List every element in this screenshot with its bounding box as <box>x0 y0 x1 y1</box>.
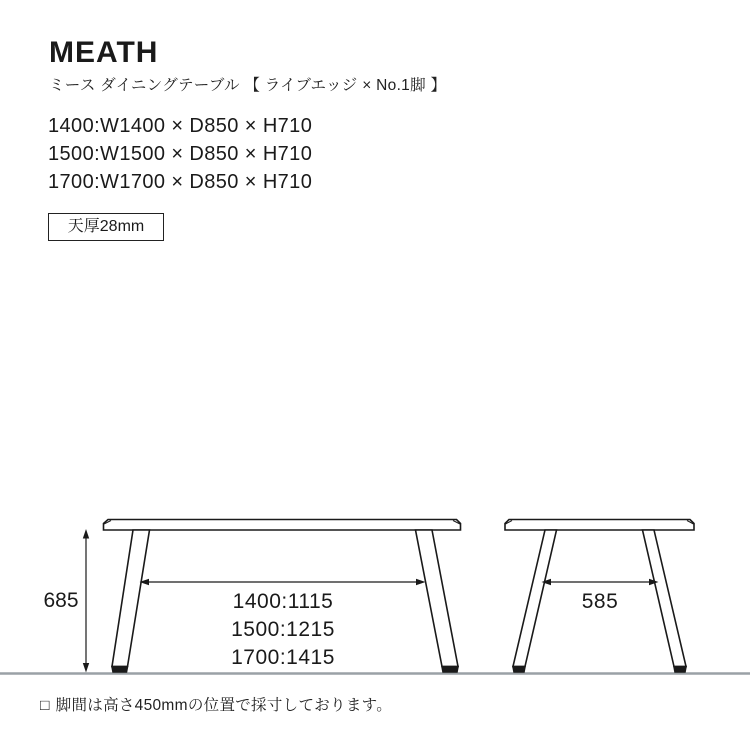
size-list-item: 1400:W1400 × D850 × H710 <box>48 115 313 137</box>
front-height-dimension <box>83 529 89 673</box>
front-height-label: 685 <box>43 589 79 612</box>
arrowhead-right <box>416 579 426 585</box>
side-span-dimension <box>542 579 659 585</box>
product-subtitle: ミース ダイニングテーブル 【 ライブエッジ × No.1脚 】 <box>49 77 447 94</box>
front-tabletop <box>104 520 461 531</box>
arrowhead-down <box>83 663 89 673</box>
side-left-foot <box>513 667 525 673</box>
size-list-item: 1700:W1700 × D850 × H710 <box>48 171 313 193</box>
measurement-footnote <box>40 693 392 715</box>
front-left-foot <box>112 667 128 673</box>
square-bullet-icon: □ <box>40 697 50 714</box>
product-title: MEATH <box>49 36 159 69</box>
top-thickness-badge: 天厚28mm <box>48 213 164 241</box>
front-right-leg <box>416 530 459 667</box>
side-span-label: 585 <box>581 590 619 613</box>
footnote-text: 脚間は高さ450mmの位置で採寸しております。 <box>55 697 393 714</box>
front-left-leg <box>112 530 150 667</box>
front-right-foot <box>442 667 458 673</box>
side-left-leg <box>513 530 557 667</box>
side-right-foot <box>674 667 686 673</box>
front-span-dimension <box>140 579 426 585</box>
side-tabletop <box>505 520 694 531</box>
size-list-item: 1500:W1500 × D850 × H710 <box>48 143 313 165</box>
front-span-label-1700: 1700:1415 <box>231 646 335 669</box>
front-span-label-1400: 1400:1115 <box>232 590 334 613</box>
side-right-leg <box>643 530 687 667</box>
front-span-label-1500: 1500:1215 <box>231 618 335 641</box>
arrowhead-up <box>83 529 89 539</box>
